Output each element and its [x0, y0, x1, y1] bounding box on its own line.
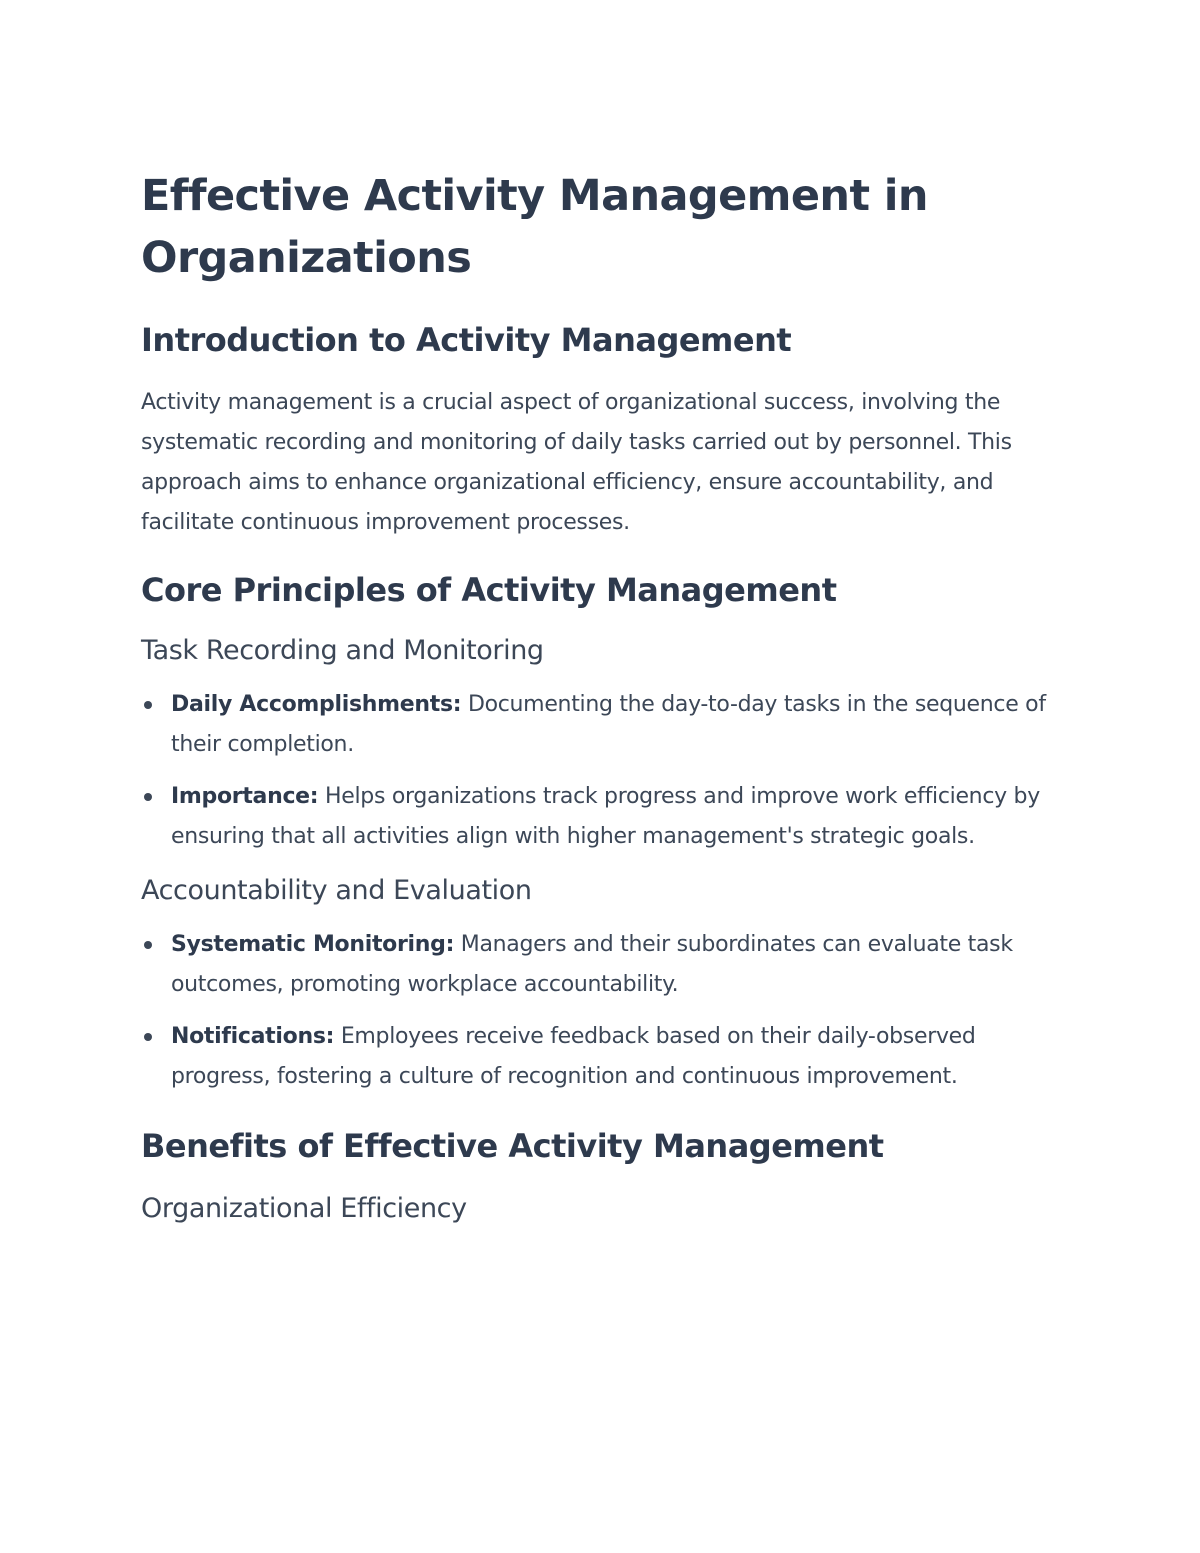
intro-paragraph: Activity management is a crucial aspect of organizational success, involving the systematic recording and monitoring of daily tasks carried out by personnel. This approach aims to enhance organizational efficiency, ensure accountability, and facilitate continuous improvement processes. [141, 390, 1012, 535]
list-item-text: Documenting the day-to-day tasks in the sequence of their completion. [171, 692, 1046, 757]
document-page [141, 165, 1071, 1227]
bullet-icon [144, 793, 152, 801]
list-item-text: Helps organizations track progress and improve work efficiency by ensuring that all activities align with higher management's strategic goals. [171, 784, 1040, 849]
core-principles-heading: Core Principles of Activity Management [141, 571, 837, 609]
list-item [141, 777, 1071, 857]
task-recording-list [141, 685, 1071, 857]
accountability-list [141, 925, 1071, 1097]
list-item-term: Notifications: [171, 1024, 335, 1049]
list-item-term: Daily Accomplishments: [171, 692, 462, 717]
bullet-icon [144, 941, 152, 949]
bullet-icon [144, 701, 152, 709]
list-item-text: Managers and their subordinates can evaluate task outcomes, promoting workplace accountability. [171, 932, 1013, 997]
list-item [141, 1017, 1071, 1097]
intro-heading: Introduction to Activity Management [141, 321, 792, 359]
list-item-term: Systematic Monitoring: [171, 932, 455, 957]
list-item-term: Importance: [171, 784, 319, 809]
organizational-efficiency-subheading: Organizational Efficiency [141, 1193, 467, 1224]
bullet-icon [144, 1033, 152, 1041]
list-item [141, 685, 1071, 765]
benefits-heading: Benefits of Effective Activity Management [141, 1127, 884, 1165]
list-item [141, 925, 1071, 1005]
accountability-subheading: Accountability and Evaluation [141, 875, 532, 906]
list-item-text: Employees receive feedback based on their daily-observed progress, fostering a culture of recognition and continuous improvement. [171, 1024, 976, 1089]
task-recording-subheading: Task Recording and Monitoring [141, 635, 544, 666]
document-title: Effective Activity Management in Organizations [141, 171, 928, 283]
